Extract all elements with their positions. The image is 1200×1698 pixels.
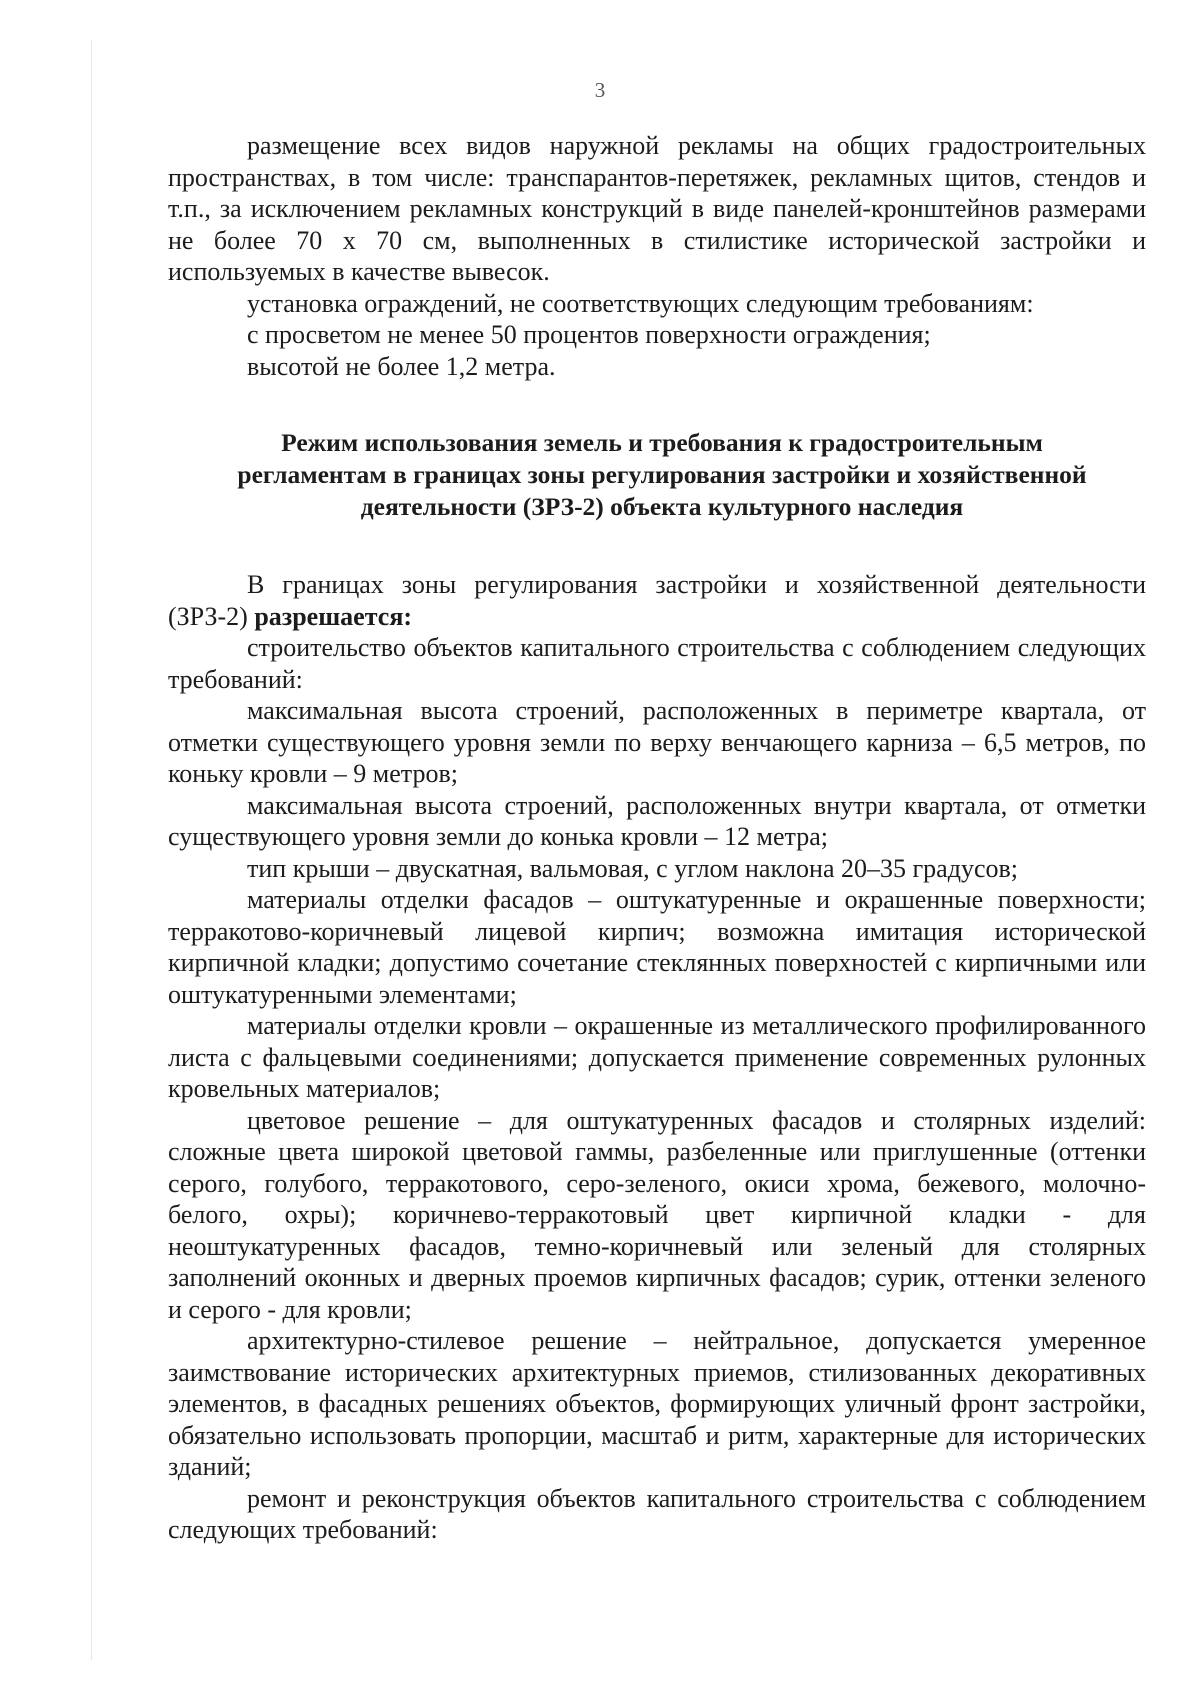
section-heading-line: Режим использования земель и требования к градостроительным bbox=[281, 428, 1043, 457]
intro-bold-text: разрешается: bbox=[254, 601, 413, 631]
paragraph-advertising: размещение всех видов наружной рекламы на общих градостроительных пространствах, в том числе: транспарантов-перетяжек, рекламных щитов, стендов и т.п., за исключением рекламных конструкций в виде панелей-кронштейнов размерами не более 70 х 70 см, выполненных в стилистике исторической застройки и используемых в качестве вывесок. bbox=[168, 131, 1146, 286]
paragraph-facade-materials: материалы отделки фасадов – оштукатуренные и окрашенные поверхности; терракотово-коричневый лицевой кирпич; возможна имитация исторической кирпичной кладки; допустимо сочетание стеклянных поверхностей с кирпичными или оштукатуренными элементами; bbox=[168, 885, 1146, 1009]
section-heading-line: регламентам в границах зоны регулирования застройки и хозяйственной bbox=[237, 460, 1087, 489]
paragraph-fence-clearance: с просветом не менее 50 процентов поверхности ограждения; bbox=[247, 320, 931, 349]
paragraph-roof-type: тип крыши – двускатная, вальмовая, с углом наклона 20–35 градусов; bbox=[247, 853, 1018, 883]
paragraph-construction: строительство объектов капитального строительства с соблюдением следующих требований: bbox=[168, 633, 1146, 694]
paragraph-inner-height: максимальная высота строений, расположенных внутри квартала, от отметки существующего уровня земли до конька кровли – 12 метра; bbox=[168, 790, 1146, 851]
document-body bbox=[168, 130, 1146, 1546]
page-margin-line bbox=[91, 40, 92, 1660]
intro-text: В границах зоны регулирования застройки и хозяйственной деятельности (ЗРЗ-2) bbox=[168, 570, 1146, 631]
paragraph-color-solution: цветовое решение – для оштукатуренных фасадов и столярных изделий: сложные цвета широкой цветовой гаммы, разбеленные или приглушенные (оттенки серого, голубого, терракотового, серо-зеленого, окиси хрома, бежевого, молочно-белого, охры); коричнево-терракотовый цвет кирпичной кладки - для неоштукатуренных фасадов, темно-коричневый или зеленый для столярных заполнений оконных и дверных проемов кирпичных фасадов; сурик, оттенки зеленого и серого - для кровли; bbox=[168, 1105, 1146, 1324]
paragraph-fences: установка ограждений, не соответствующих следующим требованиям: bbox=[247, 288, 1034, 318]
paragraph-architectural-style: архитектурно-стилевое решение – нейтральное, допускается умеренное заимствование исторических архитектурных приемов, стилизованных декоративных элементов, в фасадных решениях объектов, формирующих уличный фронт застройки, обязательно использовать пропорции, масштаб и ритм, характерные для исторических зданий; bbox=[168, 1326, 1146, 1481]
paragraph-fence-height: высотой не более 1,2 метра. bbox=[247, 351, 556, 381]
section-heading-line: деятельности (ЗРЗ-2) объекта культурного наследия bbox=[360, 492, 964, 521]
page-number: 3 bbox=[594, 78, 606, 102]
paragraph-perimeter-height: максимальная высота строений, расположенных в периметре квартала, от отметки существующего уровня земли по верху венчающего карниза – 6,5 метров, по коньку кровли – 9 метров; bbox=[168, 696, 1146, 788]
paragraph-roof-materials: материалы отделки кровли – окрашенные из металлического профилированного листа с фальцевыми соединениями; допускается применение современных рулонных кровельных материалов; bbox=[168, 1011, 1146, 1103]
paragraph-repair-reconstruction: ремонт и реконструкция объектов капитального строительства с соблюдением следующих требований: bbox=[168, 1483, 1146, 1544]
section-heading bbox=[168, 427, 1146, 523]
paragraph-intro bbox=[168, 569, 1146, 632]
